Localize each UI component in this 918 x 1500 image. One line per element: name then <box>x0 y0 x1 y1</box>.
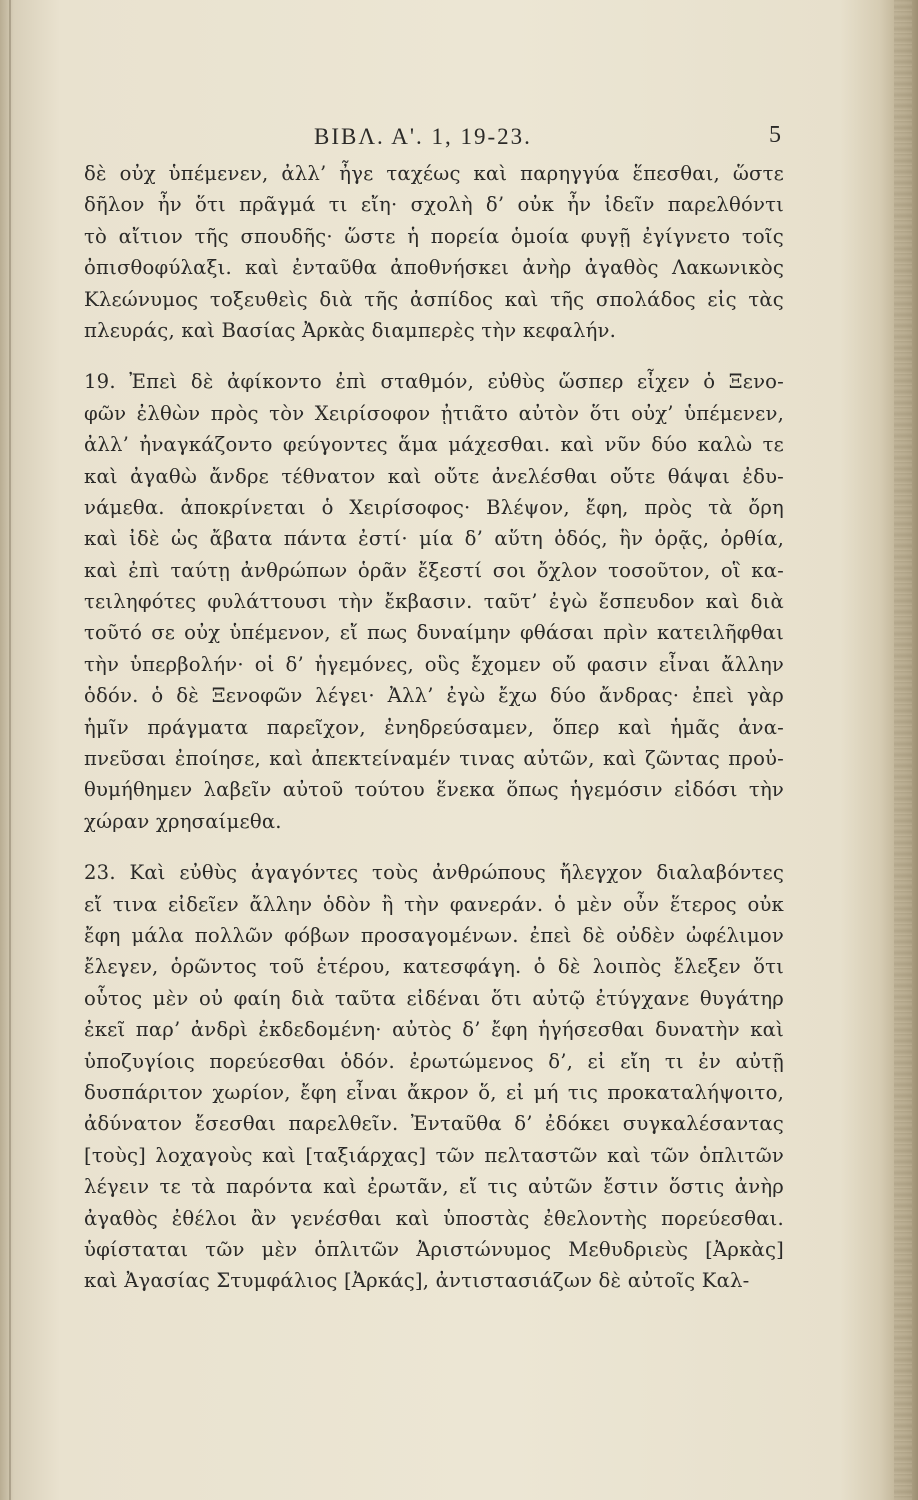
text-line: ἀγαθὸς ἐθέλοι ἂν γενέσθαι καὶ ὑποστὰς ἐθελοντὴς πορεύεσθαι. <box>84 1206 784 1230</box>
text-line: χώραν χρησαίμεθα. <box>84 809 282 833</box>
text-line: ὑποζυγίοις πορεύεσθαι ὁδόν. ἐρωτώμενος δ’, εἰ εἴη τι ἐν αὐτῇ <box>84 1049 784 1073</box>
text-line: 23. Καὶ εὐθὺς ἀγαγόντες τοὺς ἀνθρώπους ἤλεγχον διαλαβόντες <box>84 861 784 885</box>
text-line: Κλεώνυμος τοξευθεὶς διὰ τῆς ἀσπίδος καὶ τῆς σπολάδος εἰς τὰς <box>84 287 784 311</box>
text-line: ὁδόν. ὁ δὲ Ξενοφῶν λέγει· Ἀλλ’ ἐγὼ ἔχω δύο ἄνδρας· ἐπεὶ γὰρ <box>84 684 784 708</box>
running-head <box>84 118 784 158</box>
text-line: ἔφη μάλα πολλῶν φόβων προσαγομένων. ἐπεὶ δὲ οὐδὲν ὠφέλιμον <box>84 923 784 947</box>
text-line: ἀλλ’ ἠναγκάζοντο φεύγοντες ἅμα μάχεσθαι. καὶ νῦν δύο καλὼ τε <box>84 433 784 457</box>
page-body <box>84 118 784 1297</box>
text-line: καὶ ἐπὶ ταύτῃ ἀνθρώπων ὁρᾶν ἔξεστί σοι ὄχλον τοσοῦτον, οἳ κα- <box>84 558 784 582</box>
text-line: τὸ αἴτιον τῆς σπουδῆς· ὥστε ἡ πορεία ὁμοία φυγῇ ἐγίγνετο τοῖς <box>84 224 784 248</box>
paragraph-gap <box>84 837 784 857</box>
text-line: πνεῦσαι ἐποίησε, καὶ ἀπεκτείναμέν τινας αὐτῶν, καὶ ζῶντας προὐ- <box>84 747 784 771</box>
text-line: πλευράς, καὶ Βασίας Ἀρκὰς διαμπερὲς τὴν κεφαλήν. <box>84 318 617 342</box>
binding-gutter <box>9 0 11 1500</box>
text-line: ὑφίσταται τῶν μὲν ὁπλιτῶν Ἀριστώνυμος Μεθυδριεὺς [Ἀρκὰς] <box>84 1237 784 1261</box>
text-line: τὴν ὑπερβολήν· οἱ δ’ ἡγεμόνες, οὓς ἔχομεν οὔ φασιν εἶναι ἄλλην <box>84 652 784 676</box>
paragraph-gap <box>84 346 784 366</box>
text-line: ἀδύνατον ἔσεσθαι παρελθεῖν. Ἐνταῦθα δ’ ἐδόκει συγκαλέσαντας <box>84 1112 784 1136</box>
running-head-title: ΒΙΒΛ. Α'. 1, 19-23. <box>314 124 532 149</box>
text-line: τοῦτό σε οὐχ ὑπέμενον, εἴ πως δυναίμην φθάσαι πρὶν κατειλῆφθαι <box>84 621 784 645</box>
text-line: ὀπισθοφύλαξι. καὶ ἐνταῦθα ἀποθνήσκει ἀνὴρ ἀγαθὸς Λακωνικὸς <box>84 256 784 280</box>
paragraph-section-19 <box>84 366 784 837</box>
text-line: φῶν ἐλθὼν πρὸς τὸν Χειρίσοφον ᾐτιᾶτο αὐτὸν ὅτι οὐχ’ ὑπέμενεν, <box>84 401 784 425</box>
text-line: δυσπάριτον χωρίον, ἔφη εἶναι ἄκρον ὅ, εἰ μή τις προκαταλήψοιτο, <box>84 1080 784 1104</box>
text-line: δῆλον ἦν ὅτι πρᾶγμά τι εἴη· σχολὴ δ’ οὐκ ἦν ἰδεῖν παρελθόντι <box>84 193 784 217</box>
text-line: νάμεθα. ἀποκρίνεται ὁ Χειρίσοφος· Βλέψον, ἔφη, πρὸς τὰ ὄρη <box>84 495 784 519</box>
text-line: ἡμῖν πράγματα παρεῖχον, ἐνηδρεύσαμεν, ὅπερ καὶ ἡμᾶς ἀνα- <box>84 715 784 739</box>
text-line: καὶ ἀγαθὼ ἄνδρε τέθνατον καὶ οὔτε ἀνελέσθαι οὔτε θάψαι ἐδυ- <box>84 464 784 488</box>
paragraph-section-23 <box>84 857 784 1296</box>
text-line: εἴ τινα εἰδεῖεν ἄλλην ὁδὸν ἢ τὴν φανεράν. ὁ μὲν οὖν ἕτερος οὐκ <box>84 892 784 916</box>
text-line: οὗτος μὲν οὐ φαίη διὰ ταῦτα εἰδέναι ὅτι αὐτῷ ἐτύγχανε θυγάτηρ <box>84 986 784 1010</box>
text-line: καὶ ἰδὲ ὡς ἄβατα πάντα ἐστί· μία δ’ αὕτη ὁδός, ἣν ὁρᾷς, ὀρθία, <box>84 527 784 551</box>
page-edge <box>894 0 912 1500</box>
text-line: ἔλεγεν, ὁρῶντος τοῦ ἑτέρου, κατεσφάγη. ὁ δὲ λοιπὸς ἔλεξεν ὅτι <box>84 955 784 979</box>
paragraph-continuation <box>84 158 784 346</box>
text-line: ἐκεῖ παρ’ ἀνδρὶ ἐκδεδομένη· αὐτὸς δ’ ἔφη ἡγήσεσθαι δυνατὴν καὶ <box>84 1018 784 1042</box>
page-number: 5 <box>769 122 782 148</box>
text-line: [τοὺς] λοχαγοὺς καὶ [ταξιάρχας] τῶν πελταστῶν καὶ τῶν ὁπλιτῶν <box>84 1143 784 1167</box>
text-line: 19. Ἐπεὶ δὲ ἀφίκοντο ἐπὶ σταθμόν, εὐθὺς ὥσπερ εἶχεν ὁ Ξενο- <box>84 370 784 394</box>
text-line: δὲ οὐχ ὑπέμενεν, ἀλλ’ ἦγε ταχέως καὶ παρηγγύα ἕπεσθαι, ὥστε <box>84 162 784 185</box>
text-line: θυμήθημεν λαβεῖν αὐτοῦ τούτου ἕνεκα ὅπως ἡγεμόσιν εἰδόσι τὴν <box>84 778 784 802</box>
text-line: λέγειν τε τὰ παρόντα καὶ ἐρωτᾶν, εἴ τις αὐτῶν ἔστιν ὅστις ἀνὴρ <box>84 1175 784 1199</box>
text-line: καὶ Ἀγασίας Στυμφάλιος [Ἀρκάς], ἀντιστασιάζων δὲ αὐτοῖς Καλ- <box>84 1269 750 1293</box>
text-line: τειληφότες φυλάττουσι τὴν ἔκβασιν. ταῦτ’ ἐγὼ ἔσπευδον καὶ διὰ <box>84 590 784 614</box>
